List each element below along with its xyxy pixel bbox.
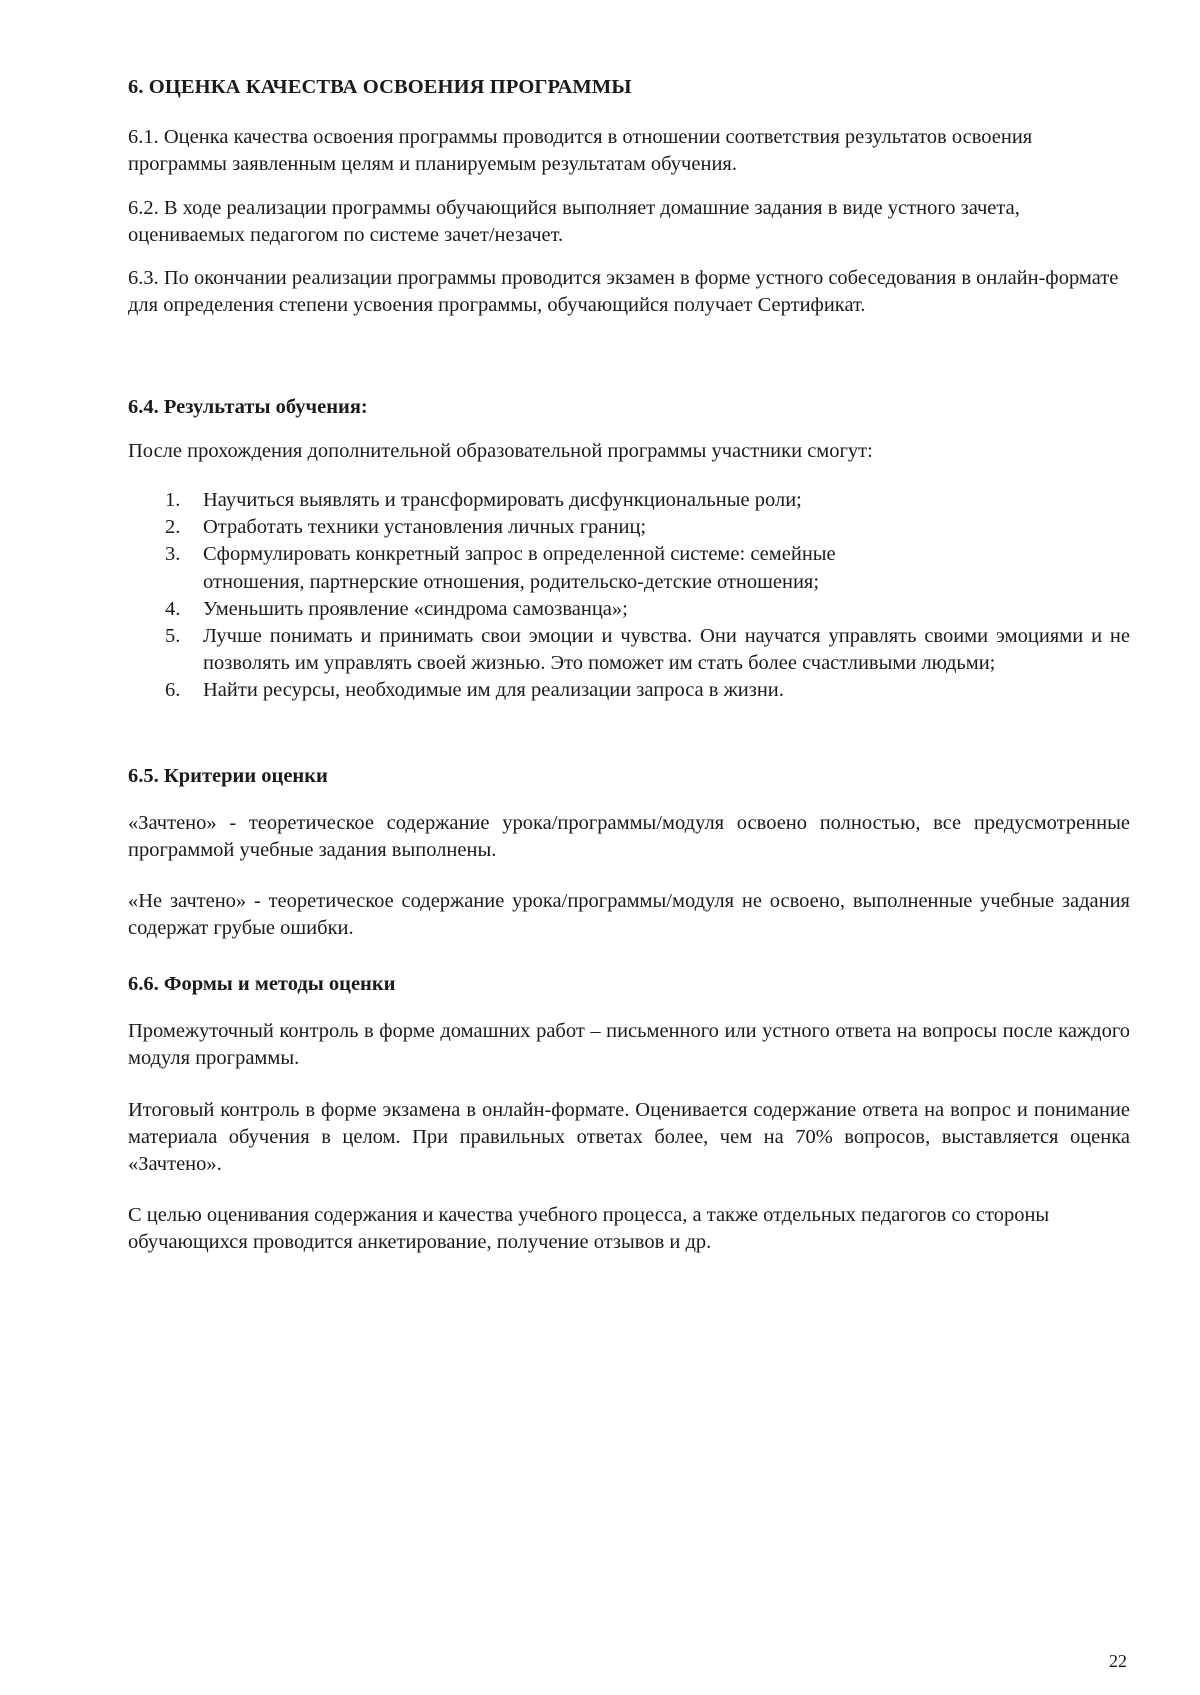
results-lead: После прохождения дополнительной образовательной программы участники смогут: [128,440,873,462]
list-item-text: Сформулировать конкретный запрос в определенной системе: семейные отношения, партнерские отношения, родительско-детские отношения; [203,543,836,593]
list-item-number: 3. [165,543,181,566]
learning-outcomes-list [128,487,1130,705]
list-item [128,541,1130,595]
list-item-text: Научиться выявлять и трансформировать дисфункциональные роли; [203,489,802,511]
criteria-heading: 6.5. Критерии оценки [128,765,328,787]
methods-final: Итоговый контроль в форме экзамена в онлайн-формате. Оценивается содержание ответа на вопрос и понимание материала обучения в целом. При правильных ответах более, чем на 70% вопросов, выставляется оценка «Зачтено». [128,1099,1130,1175]
paragraph-6-3: 6.3. По окончании реализации программы проводится экзамен в форме устного собеседования в онлайн-формате для определения степени усвоения программы, обучающийся получает Сертификат. [128,267,1119,316]
section-title: 6. ОЦЕНКА КАЧЕСТВА ОСВОЕНИЯ ПРОГРАММЫ [128,76,632,98]
list-item-text: Отработать техники установления личных границ; [203,516,647,539]
list-item-number: 2. [165,516,181,539]
paragraph-6-2: 6.2. В ходе реализации программы обучающийся выполняет домашние задания в виде устного зачета, оцениваемых педагогом по системе зачет/незачет. [128,197,1020,246]
methods-intermediate: Промежуточный контроль в форме домашних работ – письменного или устного ответа на вопросы после каждого модуля программы. [128,1020,1130,1069]
paragraph-6-1: 6.1. Оценка качества освоения программы проводится в отношении соответствия результатов освоения программы заявленным целям и планируемым результатам обучения. [128,126,1033,175]
criteria-passed: «Зачтено» - теоретическое содержание урока/программы/модуля освоено полностью, все предусмотренные программой учебные задания выполнены. [128,812,1130,861]
list-item-text: Лучше понимать и принимать свои эмоции и чувства. Они научатся управлять своими эмоциями и не позволять им управлять своей жизнью. Это поможет им стать более счастливыми людьми; [203,625,1130,675]
page-number: 22 [1109,1651,1127,1671]
list-item-text: Найти ресурсы, необходимые им для реализации запроса в жизни. [203,679,784,702]
criteria-failed: «Не зачтено» - теоретическое содержание урока/программы/модуля не освоено, выполненные учебные задания содержат грубые ошибки. [128,890,1130,939]
list-item-number: 4. [165,597,181,620]
results-heading: 6.4. Результаты обучения: [128,396,368,418]
list-item [128,623,1130,677]
list-item [128,487,1130,514]
list-item [128,514,1130,541]
list-item-text: Уменьшить проявление «синдрома самозванца»; [203,597,628,620]
list-item-number: 1. [165,489,181,511]
list-item [128,596,1130,623]
methods-feedback: С целью оценивания содержания и качества учебного процесса, а также отдельных педагогов со стороны обучающихся проводится анкетирование, получение отзывов и др. [128,1204,1050,1253]
list-item [128,677,1130,704]
list-item-number: 5. [165,625,181,648]
list-item-number: 6. [165,679,181,702]
methods-heading: 6.6. Формы и методы оценки [128,973,396,995]
